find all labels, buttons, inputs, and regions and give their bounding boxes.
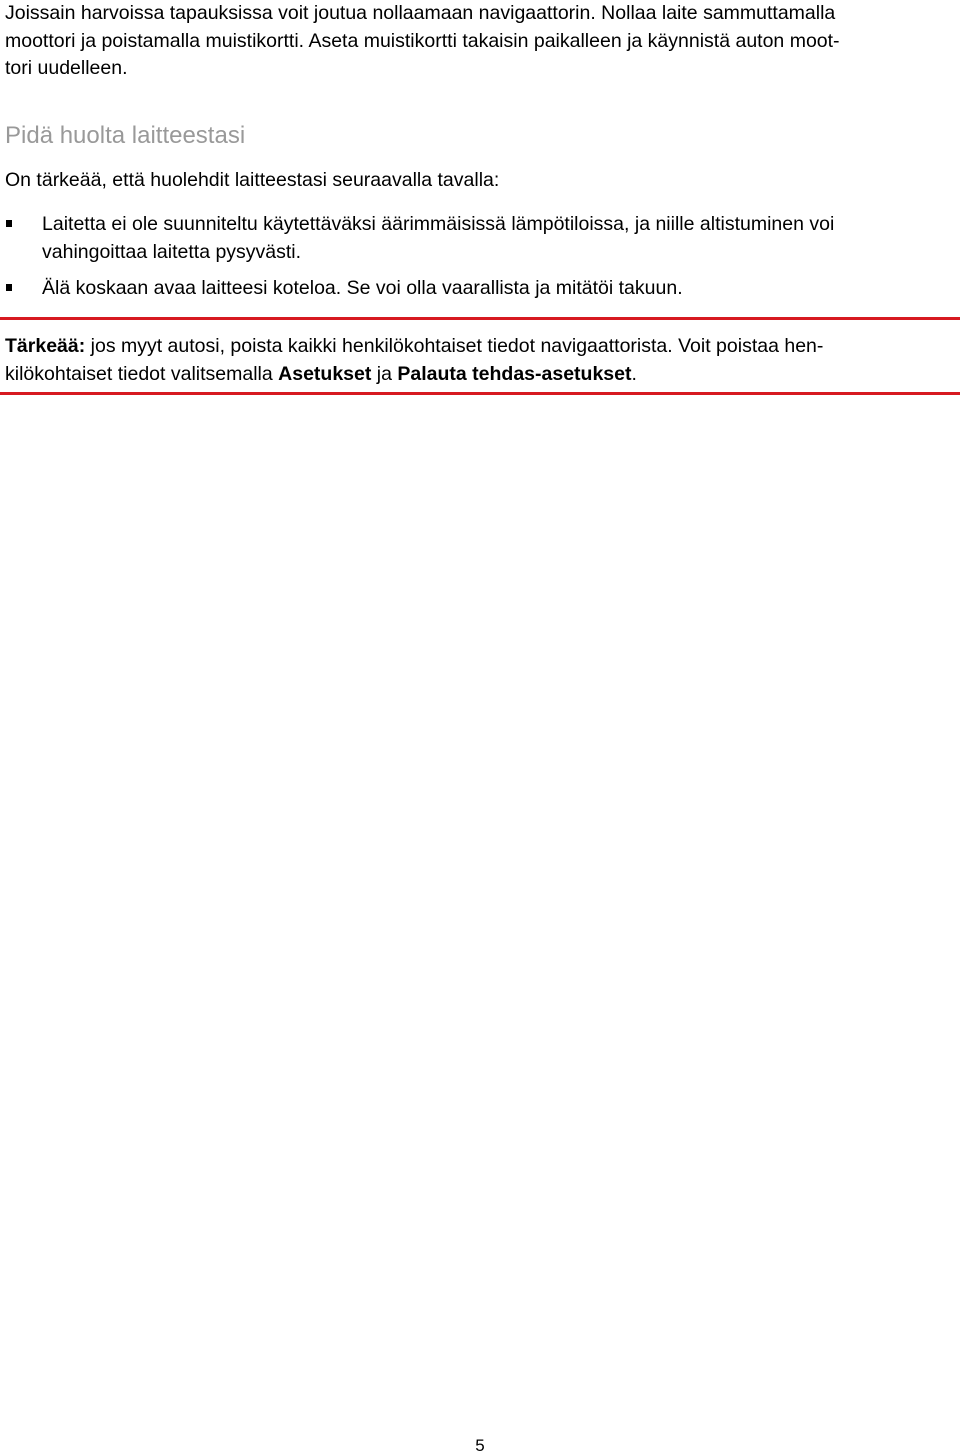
section-lead: On tärkeää, että huolehdit laitteestasi seuraavalla tavalla:: [5, 169, 500, 191]
notice-label: Tärkeää:: [5, 335, 86, 357]
bullet-text-line-2: vahingoittaa laitetta pysyvästi.: [42, 241, 302, 263]
intro-line-1: Joissain harvoissa tapauksissa voit joutua nollaamaan navigaattorin. Nollaa laite sammuttamalla: [5, 2, 836, 24]
intro-paragraph: [5, 0, 950, 83]
list-item: [0, 274, 960, 302]
square-bullet-icon: [6, 284, 12, 291]
important-notice-text: [5, 332, 935, 388]
section-heading: Pidä huolta laitteestasi: [5, 122, 246, 149]
important-notice-box: [0, 317, 960, 395]
intro-line-3: tori uudelleen.: [5, 57, 128, 79]
notice-text-line-2: kilökohtaiset tiedot valitsemalla: [5, 363, 279, 385]
factory-reset-reference: Palauta tehdas-asetukset: [397, 363, 632, 385]
notice-text-line-1: jos myyt autosi, poista kaikki henkilökohtaiset tiedot navigaattorista. Voit poistaa hen-: [85, 335, 824, 357]
settings-menu-reference: Asetukset: [278, 363, 372, 385]
bullet-text-line-1: Laitetta ei ole suunniteltu käytettäväksi äärimmäisissä lämpötiloissa, ja niille altistuminen voi: [42, 213, 835, 235]
bullet-text-line-1: Älä koskaan avaa laitteesi koteloa. Se voi olla vaarallista ja mitätöi takuun.: [42, 277, 683, 299]
notice-end: .: [631, 363, 637, 385]
list-item: [0, 210, 960, 266]
intro-line-2: moottori ja poistamalla muistikortti. Aseta muistikortti takaisin paikalleen ja käynnistä auton moot-: [5, 29, 840, 52]
page-number: 5: [475, 1436, 485, 1455]
square-bullet-icon: [6, 220, 12, 227]
notice-connector: ja: [371, 363, 398, 385]
care-bullet-list: [0, 210, 960, 310]
